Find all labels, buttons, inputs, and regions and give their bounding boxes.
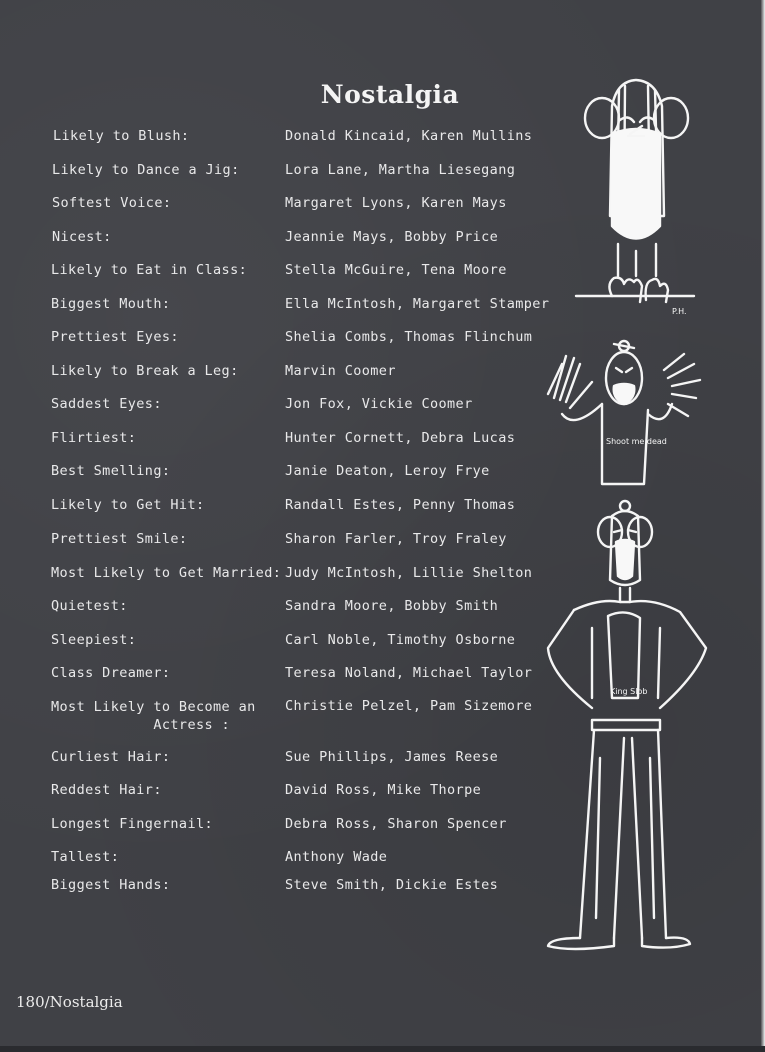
category-label: Biggest Hands:	[51, 877, 171, 893]
category-label: Prettiest Eyes:	[51, 329, 179, 345]
category-label: Tallest:	[51, 849, 120, 865]
category-label: Saddest Eyes:	[51, 396, 162, 412]
names-value: Teresa Noland, Michael Taylor	[285, 665, 533, 681]
names-value: Janie Deaton, Leroy Frye	[285, 463, 490, 479]
names-value: Sandra Moore, Bobby Smith	[285, 598, 499, 614]
category-label: Likely to Get Hit:	[51, 497, 205, 513]
category-label: Quietest:	[51, 598, 128, 614]
names-value: Marvin Coomer	[285, 363, 396, 379]
names-value: Ella McIntosh, Margaret Stamper	[285, 296, 550, 312]
names-value: Carl Noble, Timothy Osborne	[285, 632, 516, 648]
names-value: Lora Lane, Martha Liesegang	[285, 162, 516, 178]
page-title: Nostalgia	[320, 80, 460, 109]
page-edge	[760, 0, 765, 1052]
category-label: Likely to Dance a Jig:	[52, 162, 240, 178]
names-value: Steve Smith, Dickie Estes	[285, 877, 499, 893]
names-value: Sue Phillips, James Reese	[285, 749, 499, 765]
names-value: Judy McIntosh, Lillie Shelton	[285, 565, 533, 581]
names-value: Margaret Lyons, Karen Mays	[285, 195, 507, 211]
category-label: Flirtiest:	[51, 430, 137, 446]
names-value: Shelia Combs, Thomas Flinchum	[285, 329, 533, 345]
category-label: Most Likely to Get Married:	[51, 565, 282, 581]
page-footer: 180/Nostalgia	[16, 993, 123, 1011]
long-hair-doodle-icon	[572, 76, 702, 326]
names-value: David Ross, Mike Thorpe	[285, 782, 482, 798]
names-value: Sharon Farler, Troy Fraley	[285, 531, 507, 547]
sign-text: Shoot me dead	[606, 437, 667, 446]
names-value: Jeannie Mays, Bobby Price	[285, 229, 499, 245]
names-value: Randall Estes, Penny Thomas	[285, 497, 516, 513]
category-label: Biggest Mouth:	[51, 296, 171, 312]
category-label: Longest Fingernail:	[51, 816, 214, 832]
category-label: Likely to Blush:	[53, 128, 190, 144]
names-value: Donald Kincaid, Karen Mullins	[285, 128, 533, 144]
tall-figure-doodle-icon	[540, 498, 710, 958]
shirt-text: King Slob	[610, 687, 648, 696]
names-value: Christie Pelzel, Pam Sizemore	[285, 698, 533, 714]
category-label: Best Smelling:	[51, 463, 171, 479]
category-label: Reddest Hair:	[51, 782, 162, 798]
category-label: Sleepiest:	[51, 632, 137, 648]
artist-initials: P.H.	[672, 307, 687, 316]
shoot-me-dead-doodle-icon	[544, 334, 704, 484]
category-label: Softest Voice:	[52, 195, 172, 211]
names-value: Debra Ross, Sharon Spencer	[285, 816, 507, 832]
category-label: Prettiest Smile:	[51, 531, 188, 547]
category-label: Likely to Eat in Class:	[51, 262, 248, 278]
names-value: Jon Fox, Vickie Coomer	[285, 396, 473, 412]
page-edge-bottom	[0, 1046, 765, 1052]
category-label: Most Likely to Become an Actress :	[51, 699, 256, 733]
names-value: Hunter Cornett, Debra Lucas	[285, 430, 516, 446]
category-label: Nicest:	[52, 229, 112, 245]
category-label: Curliest Hair:	[51, 749, 171, 765]
category-label: Likely to Break a Leg:	[51, 363, 239, 379]
names-value: Stella McGuire, Tena Moore	[285, 262, 507, 278]
category-label: Class Dreamer:	[51, 665, 171, 681]
names-value: Anthony Wade	[285, 849, 388, 865]
